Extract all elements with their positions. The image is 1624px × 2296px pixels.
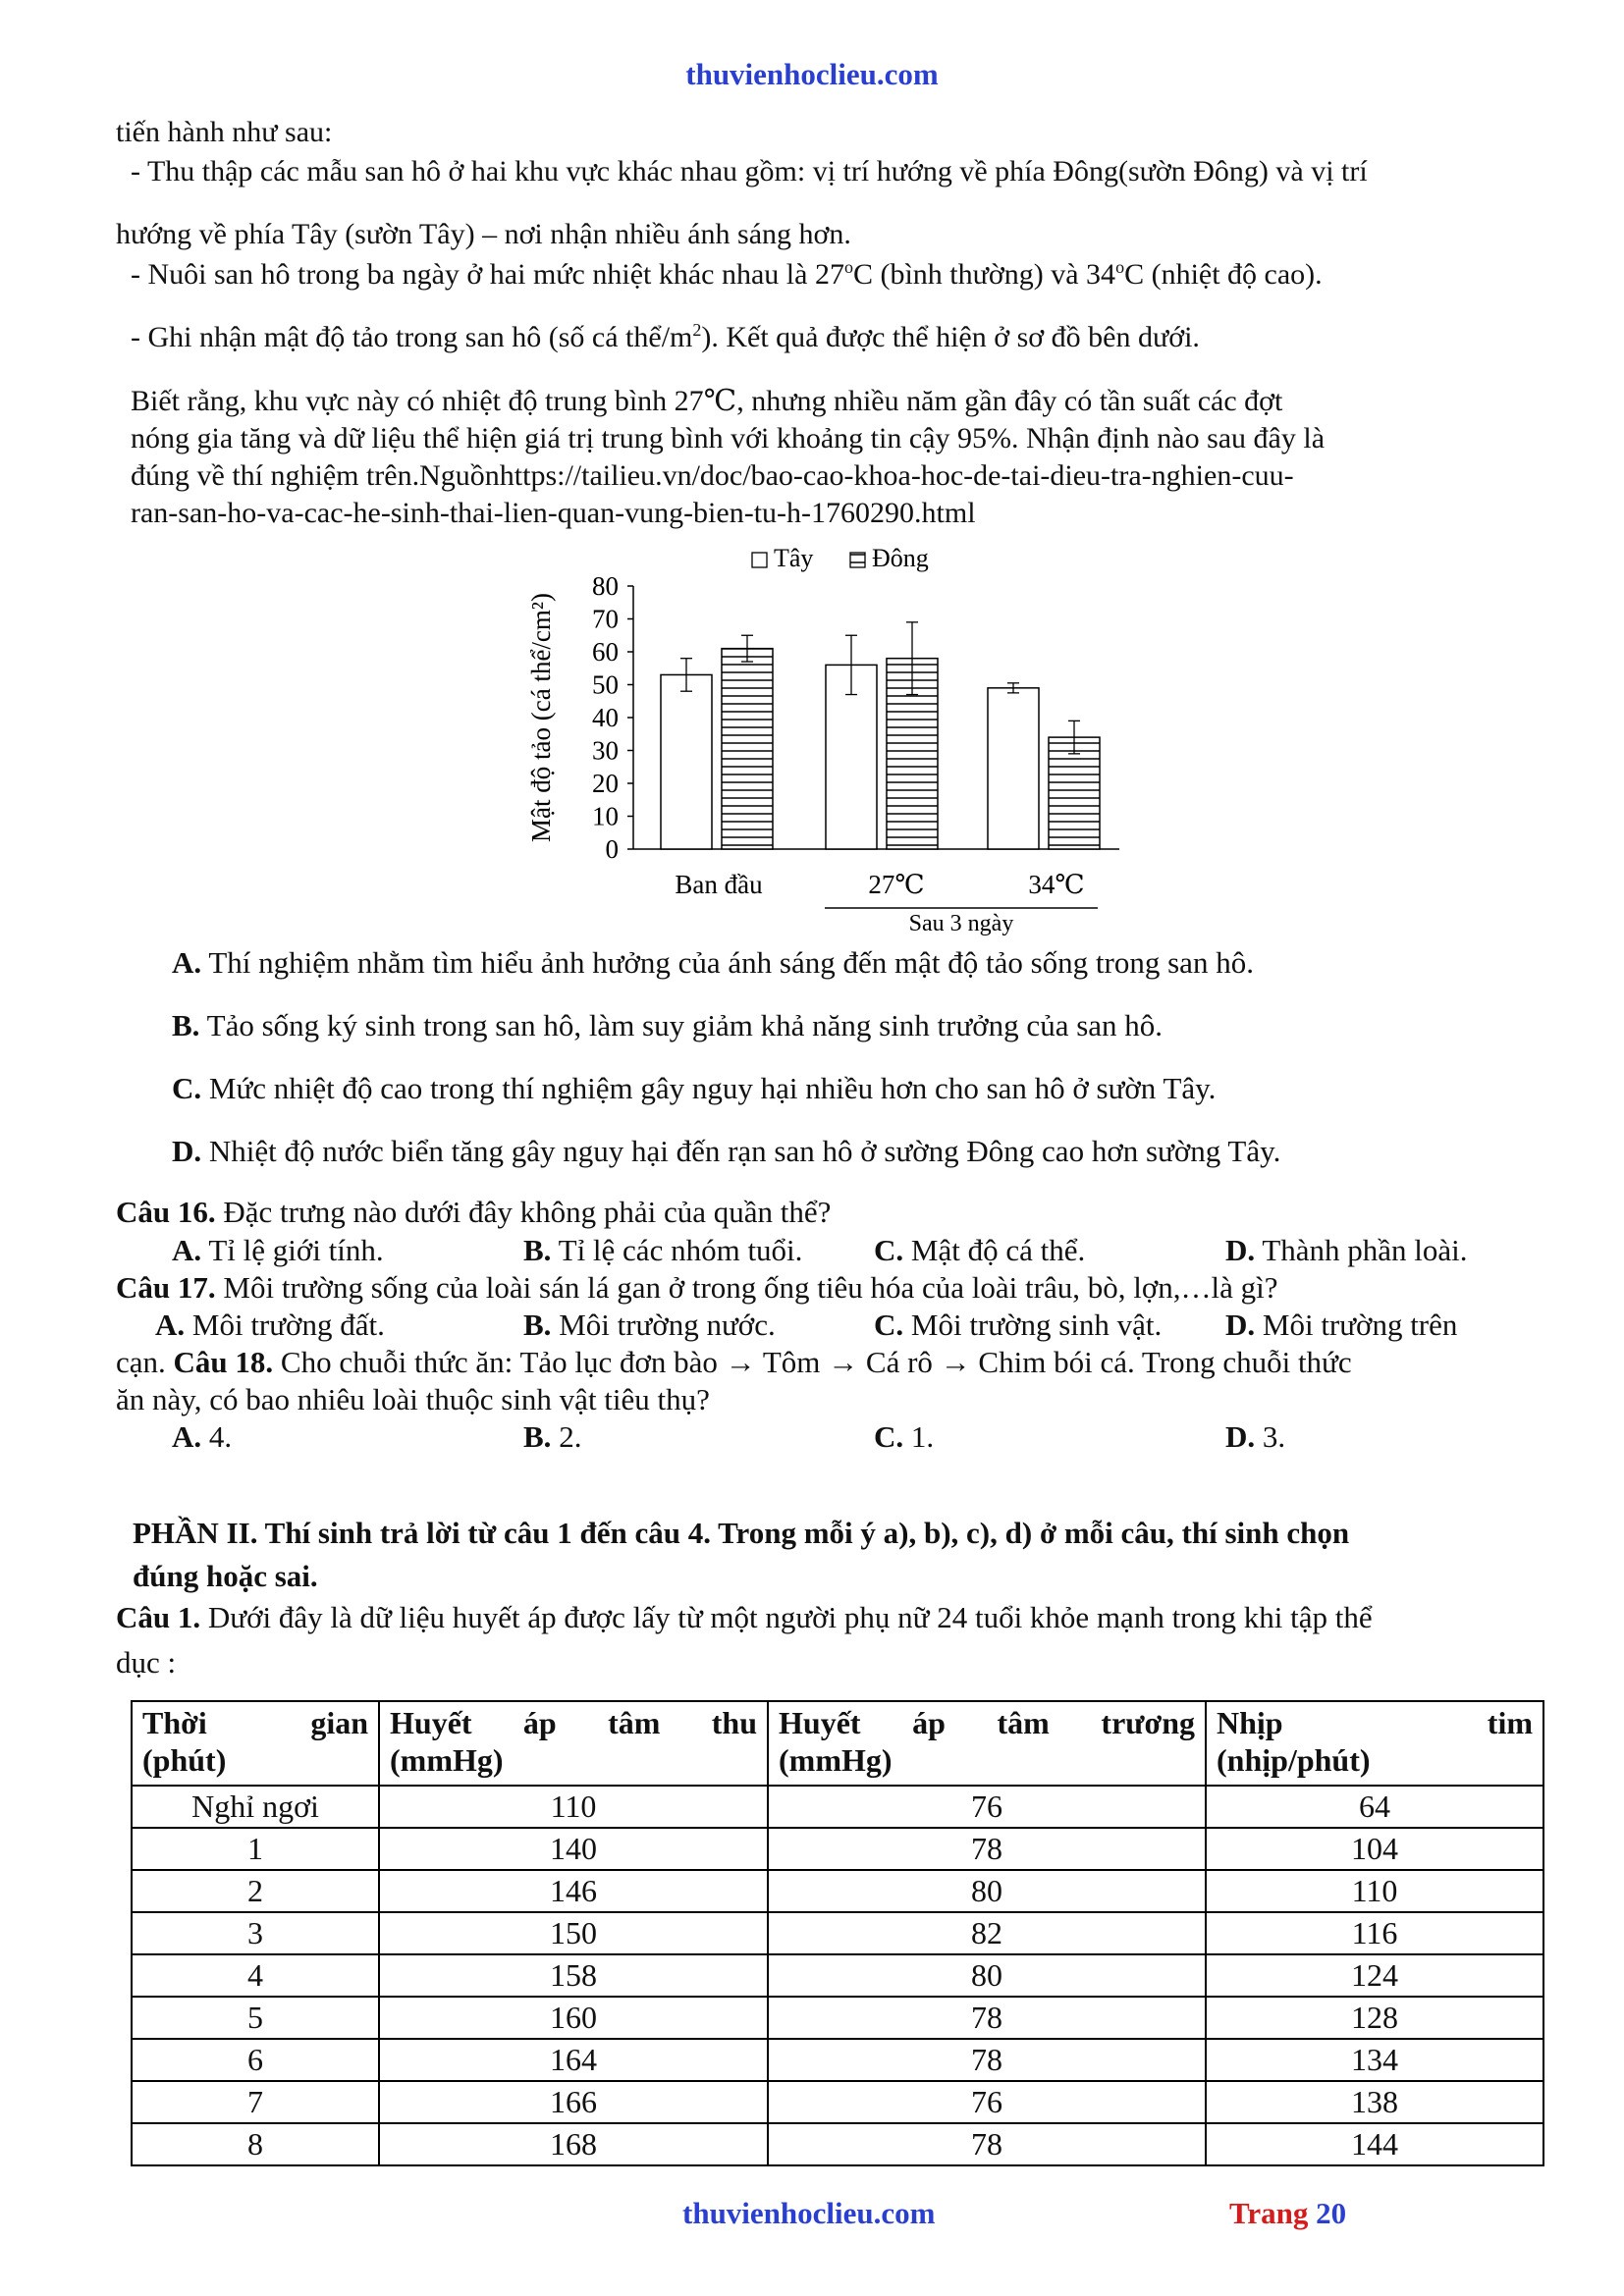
answer-option[interactable] [172, 945, 1254, 981]
intro-note-3: đúng về thí nghiệm trên.Nguồnhttps://tailieu.vn/doc/bao-cao-khoa-hoc-de-tai-dieu-tra-nghien-cuu- [131, 459, 1294, 492]
table-cell: 128 [1206, 1997, 1543, 2039]
group-label: Sau 3 ngày [908, 911, 1014, 936]
answer-option[interactable] [523, 1233, 802, 1268]
option-text: 4. [201, 1419, 233, 1454]
degree-sup: o [843, 257, 853, 277]
table-row [132, 1828, 1543, 1870]
question-label: Câu 17. [116, 1270, 216, 1305]
squared-sup: 2 [692, 320, 702, 340]
question-16 [116, 1195, 831, 1230]
option-text: Môi trường trên [1255, 1308, 1458, 1342]
header-line: Huyết áp tâm thu [390, 1705, 757, 1740]
question-1 [116, 1600, 1373, 1635]
table-cell: 6 [132, 2039, 379, 2081]
intro-line: tiến hành như sau: [116, 116, 333, 148]
footer-page [1229, 2196, 1346, 2231]
table-row [132, 2123, 1543, 2165]
answer-option[interactable] [1225, 1419, 1285, 1455]
table-row [132, 2039, 1543, 2081]
header-systolic [379, 1701, 768, 1786]
answer-option[interactable] [172, 1134, 1280, 1169]
option-key: A. [172, 945, 202, 980]
option-text: 3. [1255, 1419, 1286, 1454]
option-text: Tỉ lệ giới tính. [201, 1233, 384, 1267]
header-unit: (mmHg) [779, 1742, 893, 1778]
table-cell: 78 [768, 1997, 1206, 2039]
option-text: Môi trường sinh vật. [903, 1308, 1163, 1342]
question-label: Câu 18. [173, 1345, 274, 1379]
table-cell: 78 [768, 2123, 1206, 2165]
table-cell: 5 [132, 1997, 379, 2039]
table-cell: Nghỉ ngơi [132, 1786, 379, 1828]
answer-option[interactable] [172, 1071, 1216, 1106]
degree-sup: o [1115, 257, 1125, 277]
header-line: Huyết áp tâm trương [779, 1705, 1195, 1740]
option-key: C. [874, 1233, 904, 1267]
option-key: D. [172, 1134, 202, 1168]
table-row [132, 1786, 1543, 1828]
table-cell: 124 [1206, 1954, 1543, 1997]
intro-note-2: nóng gia tăng và dữ liệu thể hiện giá trị trung bình với khoảng tin cậy 95%. Nhận định nào sau đây là [131, 422, 1326, 454]
option-text: Tỉ lệ các nhóm tuổi. [551, 1233, 803, 1267]
option-key: D. [1225, 1233, 1256, 1267]
table-cell: 110 [1206, 1870, 1543, 1912]
table-cell: 144 [1206, 2123, 1543, 2165]
table-cell: 78 [768, 2039, 1206, 2081]
y-tick-label: 80 [592, 571, 619, 601]
table-cell: 158 [379, 1954, 768, 1997]
question-label: Câu 1. [116, 1600, 201, 1634]
table-row [132, 1954, 1543, 1997]
option-key: D. [1225, 1419, 1256, 1454]
answer-option[interactable] [874, 1233, 1085, 1268]
question-18 [116, 1345, 1352, 1380]
y-tick-label: 60 [592, 637, 619, 667]
part2-heading-1: PHẦN II. Thí sinh trả lời từ câu 1 đến câu 4. Trong mỗi ý a), b), c), d) ở mỗi câu, thí sinh chọn [133, 1516, 1350, 1550]
option-text: Môi trường đất. [185, 1308, 385, 1342]
intro-note-4: ran-san-ho-va-cac-he-sinh-thai-lien-quan-vung-bien-tu-h-1760290.html [131, 497, 976, 529]
table-row [132, 1997, 1543, 2039]
question-text: Cho chuỗi thức ăn: Tảo lục đơn bào → Tôm → Cá rô → Chim bói cá. Trong chuỗi thức [273, 1345, 1352, 1379]
option-key: B. [172, 1008, 200, 1042]
y-tick-label: 20 [592, 769, 619, 798]
option-key: C. [874, 1308, 904, 1342]
table-row [132, 2081, 1543, 2123]
table-cell: 146 [379, 1870, 768, 1912]
option-key: B. [523, 1419, 552, 1454]
y-tick-label: 0 [605, 834, 619, 864]
table-cell: 150 [379, 1912, 768, 1954]
table-cell: 4 [132, 1954, 379, 1997]
table-cell: 80 [768, 1870, 1206, 1912]
table-cell: 168 [379, 2123, 768, 2165]
answer-option[interactable] [1225, 1308, 1457, 1343]
table-cell: 166 [379, 2081, 768, 2123]
intro-bullet-1a: - Thu thập các mẫu san hô ở hai khu vực khác nhau gồm: vị trí hướng về phía Đông(sườn Đông) và vị trí [131, 155, 1368, 187]
x-tick-label: 34℃ [1028, 870, 1085, 899]
table-header-row [132, 1701, 1543, 1786]
x-tick-label: Ban đầu [675, 870, 763, 899]
option-text: Thí nghiệm nhằm tìm hiểu ảnh hưởng của ánh sáng đến mật độ tảo sống trong san hô. [201, 945, 1254, 980]
table-cell: 104 [1206, 1828, 1543, 1870]
table-cell: 3 [132, 1912, 379, 1954]
table-cell: 140 [379, 1828, 768, 1870]
intro-bullet-1b: hướng về phía Tây (sườn Tây) – nơi nhận nhiều ánh sáng hơn. [116, 218, 851, 250]
question-17 [116, 1270, 1278, 1306]
option-key: A. [172, 1233, 202, 1267]
intro-bullet-2 [131, 257, 1323, 292]
table-row [132, 1912, 1543, 1954]
legend-label: Đông [872, 544, 929, 572]
y-tick-label: 40 [592, 703, 619, 732]
table-cell: 78 [768, 1828, 1206, 1870]
question-18-line2: ăn này, có bao nhiêu loài thuộc sinh vật tiêu thụ? [116, 1382, 710, 1416]
intro-note-1: Biết rằng, khu vực này có nhiệt độ trung bình 27℃, nhưng nhiều năm gần đây có tần suất các đợt [131, 385, 1283, 417]
answer-option[interactable] [1225, 1233, 1468, 1268]
algae-density-chart [520, 535, 1129, 947]
option-text: Thành phần loài. [1255, 1233, 1468, 1267]
table-row [132, 1870, 1543, 1912]
option-text: Mức nhiệt độ cao trong thí nghiệm gây nguy hại nhiều hơn cho san hô ở sườn Tây. [201, 1071, 1217, 1105]
table-cell: 110 [379, 1786, 768, 1828]
intro-bullet-3 [131, 320, 1200, 354]
table-cell: 160 [379, 1997, 768, 2039]
y-tick-label: 50 [592, 669, 619, 700]
option-key: C. [172, 1071, 202, 1105]
header-heart-rate [1206, 1701, 1543, 1786]
x-tick-label: 27℃ [868, 870, 925, 899]
answer-option[interactable] [155, 1308, 385, 1343]
page-number: 20 [1316, 2196, 1347, 2230]
question-text: Môi trường sống của loài sán lá gan ở trong ống tiêu hóa của loài trâu, bò, lợn,…là gì? [215, 1270, 1278, 1305]
option-text: Môi trường nước. [551, 1308, 776, 1342]
answer-option[interactable] [172, 1419, 232, 1455]
legend-swatch [752, 553, 767, 567]
part2-heading-2: đúng hoặc sai. [133, 1559, 318, 1593]
question-text: Đặc trưng nào dưới đây không phải của quần thể? [215, 1195, 832, 1229]
header-line: Nhịp tim [1217, 1705, 1533, 1740]
header-diastolic [768, 1701, 1206, 1786]
y-axis-label: Mật độ tảo (cá thể/cm²) [526, 593, 556, 842]
bullet3-text: - Ghi nhận mật độ tảo trong san hô (số cá thể/m [131, 321, 693, 353]
bullet2-text: - Nuôi san hô trong ba ngày ở hai mức nhiệt khác nhau là 27 [131, 258, 844, 291]
header-unit: (nhịp/phút) [1217, 1742, 1371, 1778]
bar [988, 688, 1039, 849]
question-label: Câu 16. [116, 1195, 216, 1229]
option-key: C. [874, 1419, 904, 1454]
answer-option[interactable] [172, 1233, 384, 1268]
table-cell: 116 [1206, 1912, 1543, 1954]
question-text: Dưới đây là dữ liệu huyết áp được lấy từ một người phụ nữ 24 tuổi khỏe mạnh trong khi tập thể [200, 1600, 1373, 1634]
option-text: 1. [903, 1419, 935, 1454]
y-tick-label: 10 [592, 801, 619, 831]
table-cell: 8 [132, 2123, 379, 2165]
bar [722, 649, 773, 849]
question-carry-text: cạn. [116, 1345, 174, 1379]
bar [661, 674, 712, 849]
page-label: Trang [1229, 2196, 1317, 2230]
option-key: A. [172, 1419, 202, 1454]
legend-swatch [850, 553, 865, 567]
table-cell: 80 [768, 1954, 1206, 1997]
table-cell: 134 [1206, 2039, 1543, 2081]
table-cell: 76 [768, 2081, 1206, 2123]
table-cell: 76 [768, 1786, 1206, 1828]
y-tick-label: 70 [592, 604, 619, 634]
option-key: B. [523, 1233, 552, 1267]
answer-option[interactable] [523, 1308, 776, 1343]
table-cell: 82 [768, 1912, 1206, 1954]
footer-site[interactable]: thuvienhoclieu.com [682, 2196, 936, 2230]
option-text: Nhiệt độ nước biển tăng gây nguy hại đến rạn san hô ở sường Đông cao hơn sường Tây. [201, 1134, 1281, 1168]
legend-label: Tây [774, 544, 814, 572]
option-text: 2. [551, 1419, 582, 1454]
table-cell: 164 [379, 2039, 768, 2081]
answer-option[interactable] [874, 1308, 1162, 1343]
question-1-line2: dục : [116, 1645, 177, 1680]
header-unit: (mmHg) [390, 1742, 504, 1778]
answer-option[interactable] [172, 1008, 1163, 1043]
table-cell: 138 [1206, 2081, 1543, 2123]
option-text: Mật độ cá thể. [903, 1233, 1086, 1267]
answer-option[interactable] [523, 1419, 581, 1455]
option-key: A. [155, 1308, 186, 1342]
header-line: Thời gian [142, 1705, 368, 1740]
table-cell: 7 [132, 2081, 379, 2123]
option-key: B. [523, 1308, 552, 1342]
table-cell: 2 [132, 1870, 379, 1912]
blood-pressure-table [131, 1700, 1544, 2166]
answer-option[interactable] [874, 1419, 934, 1455]
option-text: Tảo sống ký sinh trong san hô, làm suy giảm khả năng sinh trưởng của san hô. [199, 1008, 1164, 1042]
y-tick-label: 30 [592, 735, 619, 766]
header-time [132, 1701, 379, 1786]
header-unit: (phút) [142, 1742, 227, 1778]
option-key: D. [1225, 1308, 1256, 1342]
table-cell: 1 [132, 1828, 379, 1870]
header-site[interactable]: thuvienhoclieu.com [685, 57, 939, 91]
table-cell: 64 [1206, 1786, 1543, 1828]
bullet2-text-end: C (nhiệt độ cao). [1124, 258, 1323, 291]
bullet3-text-end: ). Kết quả được thể hiện ở sơ đồ bên dưới. [701, 321, 1200, 353]
bullet2-text-mid: C (bình thường) và 34 [852, 258, 1116, 291]
